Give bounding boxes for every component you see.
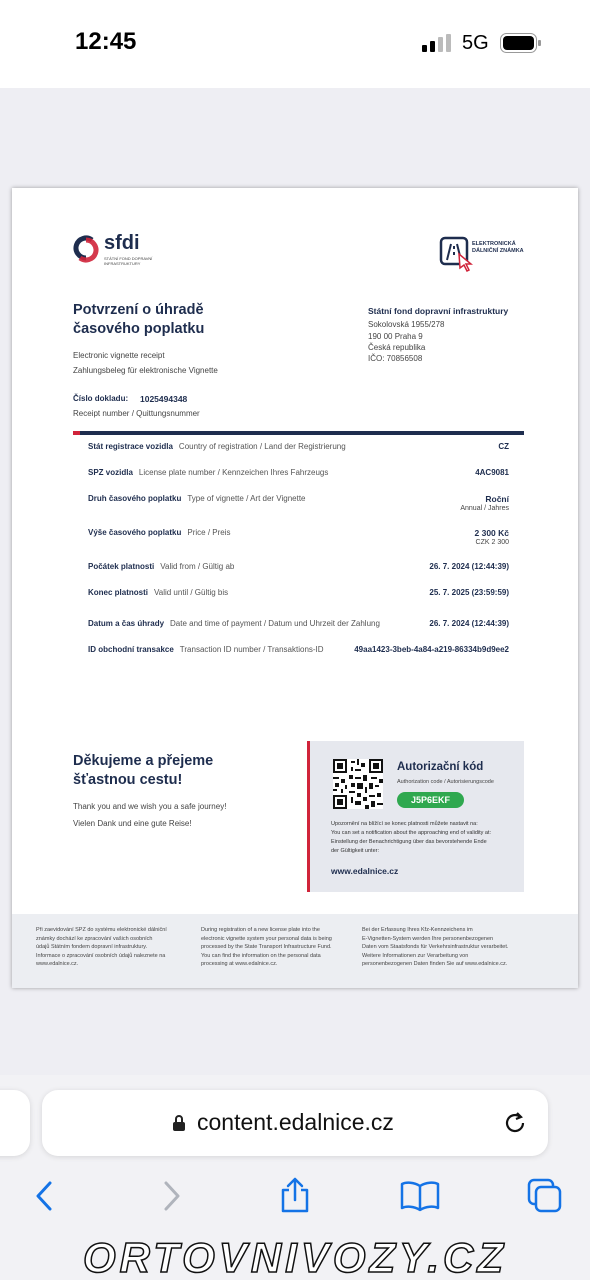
footer-line: Weitere Informationen zur Verarbeitung von: [362, 952, 469, 959]
battery-icon: [500, 33, 542, 53]
row-desc: Transaction ID number / Transaktions-ID: [179, 645, 324, 654]
sfdi-logo-sub1: STÁTNÍ FOND DOPRAVNÍ: [104, 256, 153, 261]
status-time: 12:45: [75, 28, 137, 55]
forward-icon[interactable]: [162, 1180, 182, 1212]
sfdi-logo: [72, 234, 182, 268]
table-divider-accent: [73, 431, 80, 435]
org-name: Státní fond dopravní infrastruktury: [368, 306, 509, 316]
row-label: [88, 562, 234, 571]
row-label-text: Výše časového poplatku: [88, 528, 182, 537]
network-label: 5G: [462, 32, 489, 54]
details-table: [88, 442, 509, 662]
tabs-icon[interactable]: [527, 1178, 563, 1214]
previous-tab-preview[interactable]: [0, 1090, 30, 1156]
sfdi-logo-icon: [72, 234, 100, 264]
row-value: 49aa1423-3beb-4a84-a219-86334b9d9ee2: [354, 645, 509, 654]
vignette-logo: [439, 236, 529, 272]
thanks-title-line1: Děkujeme a přejeme: [73, 753, 214, 769]
org-country: Česká republika: [368, 343, 426, 352]
row-value: 25. 7. 2025 (23:59:59): [429, 588, 509, 597]
footer-cz: [36, 926, 186, 969]
page-footer: [12, 914, 578, 988]
sfdi-logo-sub2: INFRASTRUKTURY: [104, 261, 141, 266]
row-desc: Valid from / Gültig ab: [160, 562, 235, 571]
row-label-text: Datum a čas úhrady: [88, 619, 165, 628]
row-desc: Type of vignette / Art der Vignette: [187, 494, 306, 503]
sfdi-logo-text: sfdi: [104, 232, 140, 254]
row-value-sub: Annual / Jahres: [460, 505, 509, 512]
row-label: [88, 494, 306, 503]
address-bar[interactable]: [42, 1090, 548, 1156]
row-label: [88, 619, 380, 628]
footer-line: Bei der Erfassung Ihres Kfz-Kennzeichens im: [362, 927, 473, 933]
thanks-title-line2: šťastnou cestu!: [73, 772, 183, 788]
row-label: [88, 468, 328, 477]
footer-line: personenbezogenen Daten finden Sie auf www.edalnice.cz.: [362, 961, 508, 967]
footer-line: známky dochází ke zpracování vašich osobních: [36, 935, 153, 942]
table-row: [88, 442, 509, 456]
org-city: 190 00 Praha 9: [368, 332, 423, 341]
row-label-text: Počátek platnosti: [88, 562, 155, 571]
table-row: [88, 468, 509, 482]
table-row: [88, 562, 509, 576]
reload-icon[interactable]: [502, 1110, 528, 1136]
bookmarks-icon[interactable]: [400, 1180, 440, 1212]
row-label: [88, 528, 231, 537]
table-row: [88, 494, 509, 518]
status-bar: [0, 0, 590, 88]
row-value: 26. 7. 2024 (12:44:39): [429, 619, 509, 628]
receipt-page: [12, 188, 578, 988]
url-text[interactable]: content.edalnice.cz: [197, 1109, 394, 1135]
row-value-sub: CZK 2 300: [475, 539, 509, 546]
auth-box: [307, 741, 524, 892]
footer-line: During registration of a new license plate into the: [201, 927, 320, 933]
footer-en: [201, 926, 351, 969]
footer-line: processed by the State Transport Infrastructure Fund.: [201, 944, 332, 950]
footer-line: údajů Státním fondem dopravní infrastruktury.: [36, 944, 148, 950]
row-value: 26. 7. 2024 (12:44:39): [429, 562, 509, 571]
lock-icon: [172, 1114, 186, 1132]
doc-title-line1: Potvrzení o úhradě: [73, 302, 204, 318]
auth-url-link[interactable]: www.edalnice.cz: [331, 866, 399, 876]
row-label-text: ID obchodní transakce: [88, 645, 174, 654]
row-value: Roční: [485, 494, 509, 504]
row-desc: Valid until / Gültig bis: [154, 588, 229, 597]
row-label-text: Stát registrace vozidla: [88, 442, 173, 451]
row-label-text: SPZ vozidla: [88, 468, 133, 477]
footer-line: www.edalnice.cz.: [36, 961, 79, 967]
row-value: 4AC9081: [475, 468, 509, 477]
row-label: [88, 442, 346, 451]
receipt-number-sub: Receipt number / Quittungsnummer: [73, 409, 200, 418]
auth-note3: Einstellung der Benachrichtigung über das bevorstehende Ende: [331, 839, 487, 845]
footer-line: You can find the information on the personal data: [201, 952, 321, 959]
row-value: 2 300 Kč: [474, 528, 509, 538]
row-desc: Date and time of payment / Datum und Uhrzeit der Zahlung: [170, 619, 380, 628]
thanks-de: Vielen Dank und eine gute Reise!: [73, 819, 192, 828]
vignette-logo-line2: DÁLNIČNÍ ZNÁMKA: [472, 248, 524, 254]
share-icon[interactable]: [279, 1176, 311, 1214]
row-label-text: Konec platnosti: [88, 588, 149, 597]
footer-line: electronic vignette system your personal data is being: [201, 935, 332, 942]
table-row: [88, 588, 509, 602]
auth-note4: der Gültigkeit unter:: [331, 848, 379, 854]
auth-title: Autorizační kód: [397, 761, 484, 773]
footer-line: Informace o zpracování osobních údajů naleznete na: [36, 952, 166, 959]
doc-subtitle-de: Zahlungsbeleg für elektronische Vignette: [73, 366, 218, 375]
thanks-en: Thank you and we wish you a safe journey!: [73, 802, 227, 811]
auth-note1: Upozornění na blížící se konec platnosti můžete nastavit na:: [331, 821, 478, 827]
row-label: [88, 645, 324, 654]
table-row: [88, 528, 509, 552]
auth-note2: You can set a notification about the approaching end of validity at:: [331, 830, 492, 836]
org-street: Sokolovská 1955/278: [368, 320, 445, 329]
row-label: [88, 588, 228, 597]
doc-title-line2: časového poplatku: [73, 321, 205, 337]
table-divider: [73, 431, 524, 435]
footer-de: [362, 926, 552, 969]
row-label-text: Druh časového poplatku: [88, 494, 182, 503]
back-icon[interactable]: [34, 1180, 54, 1212]
auth-code-badge: J5P6EKF: [397, 792, 464, 808]
watermark: ORTOVNIVOZY.CZ: [83, 1234, 507, 1280]
table-row: [88, 645, 509, 659]
row-desc: License plate number / Kennzeichen Ihres Fahrzeugs: [138, 468, 329, 477]
footer-line: Daten vom Staatsfonds für Verkehrsinfrastruktur verarbeitet.: [362, 944, 509, 950]
receipt-number-label: Číslo dokladu:: [73, 394, 129, 403]
vignette-logo-line1: ELEKTRONICKÁ: [472, 241, 516, 247]
table-row: [88, 619, 509, 633]
row-value: CZ: [498, 442, 509, 451]
footer-line: processing at www.edalnice.cz.: [201, 961, 278, 967]
footer-line: Při zaevidování SPZ do systému elektronické dálniční: [36, 927, 167, 933]
footer-line: E-Vignetten-System werden Ihre personenbezogenen: [362, 935, 494, 942]
signal-icon: [422, 34, 454, 52]
org-ico: IČO: 70856508: [368, 354, 423, 363]
row-desc: Price / Preis: [187, 528, 231, 537]
doc-subtitle-en: Electronic vignette receipt: [73, 351, 165, 360]
receipt-number: 1025494348: [140, 394, 188, 404]
auth-sub: Authorization code / Autorisierungscode: [397, 779, 494, 785]
row-desc: Country of registration / Land der Registrierung: [178, 442, 346, 451]
highway-cursor-icon: [439, 236, 473, 272]
qr-code-icon: [333, 759, 383, 809]
